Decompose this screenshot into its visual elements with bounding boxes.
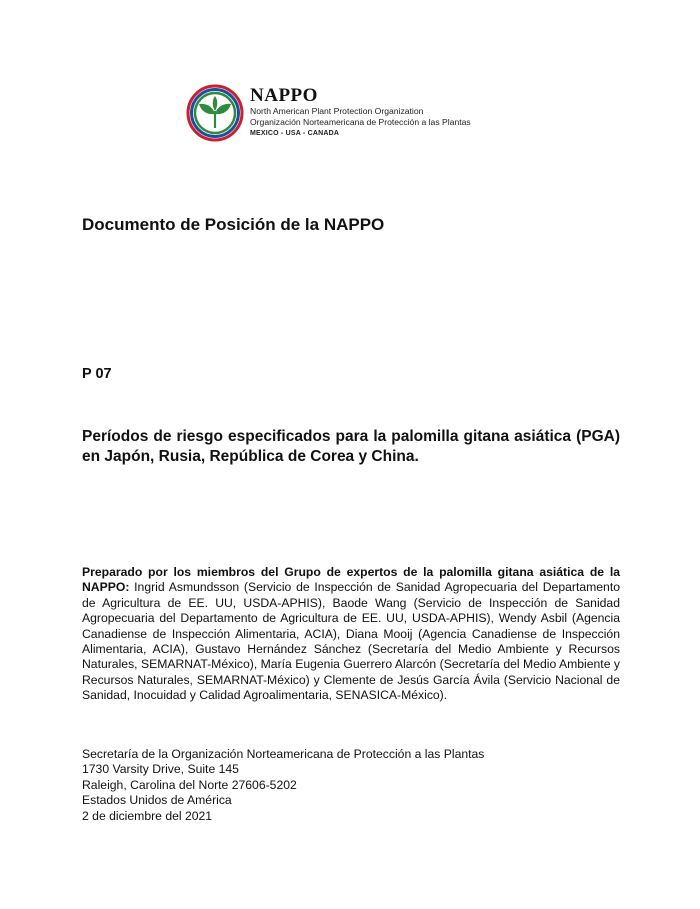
logo-countries: MEXICO - USA - CANADA (250, 130, 340, 137)
document-date: 2 de diciembre del 2021 (82, 808, 213, 823)
prepared-by-lead: Preparado por los miembros del Grupo de expertos de la palomilla gitana asiática de la NAPPO: (82, 565, 620, 595)
document-code: P 07 (82, 366, 112, 382)
document-title: Documento de Posición de la NAPPO (82, 215, 385, 234)
address-organization: Secretaría de la Organización Norteamericana de Protección a las Plantas (82, 747, 485, 761)
logo-name-spanish: Organización Norteamericana de Protección a las Plantas (250, 117, 471, 127)
logo-text-block (250, 86, 471, 139)
address-country: Estados Unidos de América (82, 793, 232, 808)
address-street: 1730 Varsity Drive, Suite 145 (82, 762, 239, 777)
logo-title: NAPPO (250, 85, 318, 106)
prepared-by-members: Ingrid Asmundsson (Servicio de Inspección de Sanidad Agropecuaria del Departamento de Agricultura de EE. UU, USDA-APHIS), Baode Wang (Servicio de Inspección de Sanidad Agropecuaria del Departamento de Agricultura de EE. UU, USDA-APHIS), Wendy Asbil (Agencia Canadiense de Inspección Alimentaria, ACIA), Diana Mooij (Agencia Canadiense de Inspección Alimentaria, ACIA), Gustavo Hernández Sánchez (Secretaría del Medio Ambiente y Recursos Naturales, SEMARNAT-México), María Eugenia Guerrero Alarcón (Secretaría del Medio Ambiente y Recursos Naturales, SEMARNAT-México) y Clemente de Jesús García Ávila (Servicio Nacional de Sanidad, Inocuidad y Calidad Agroalimentaria, SENASICA-México). (82, 580, 620, 703)
nappo-logo (186, 84, 506, 146)
address-city: Raleigh, Carolina del Norte 27606-5202 (82, 777, 297, 792)
nappo-emblem-icon (186, 84, 244, 142)
document-subtitle: Períodos de riesgo especificados para la palomilla gitana asiática (PGA) en Japón, Rusia, República de Corea y China. (82, 428, 620, 465)
logo-name-english: North American Plant Protection Organization (250, 106, 424, 116)
prepared-by-paragraph (82, 565, 620, 704)
secretariat-address (82, 747, 484, 824)
